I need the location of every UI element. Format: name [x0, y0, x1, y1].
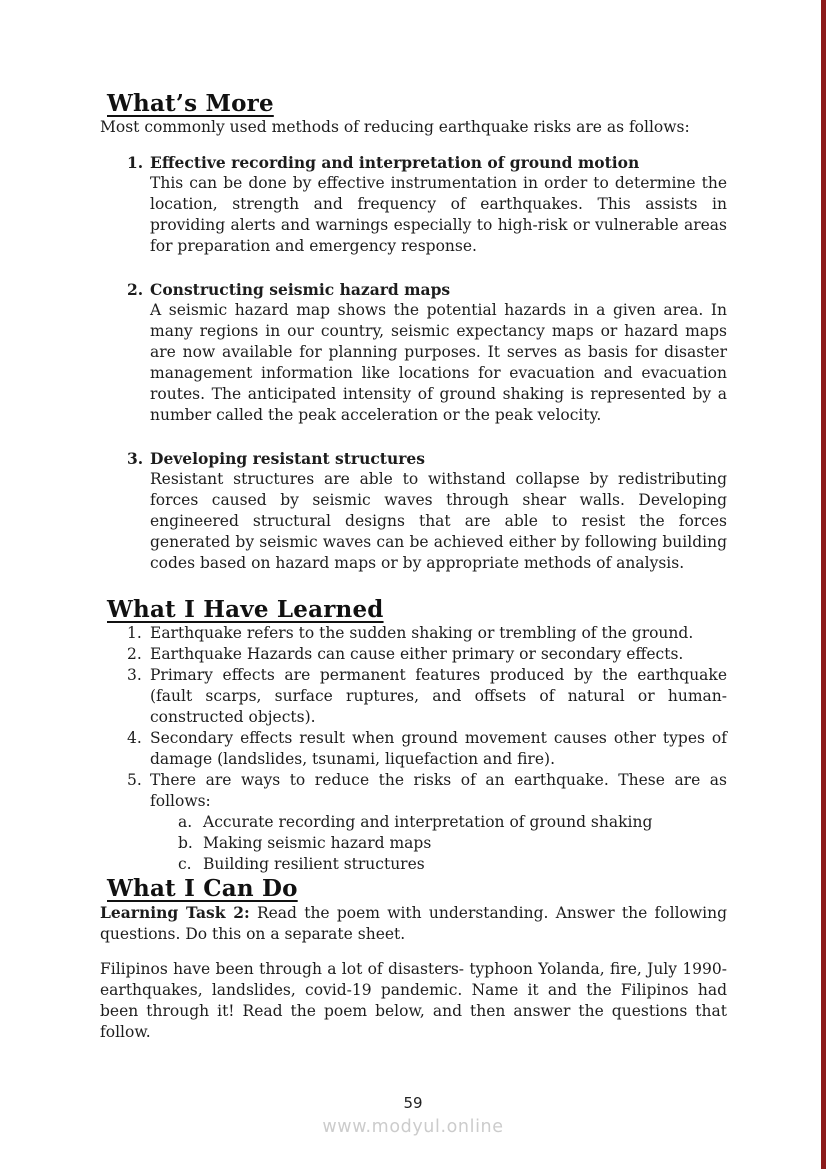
learning-task-paragraph — [100, 902, 727, 945]
list-item — [127, 279, 727, 426]
sub-list-item — [178, 854, 727, 875]
item-content — [150, 152, 727, 257]
intro-paragraph: Most commonly used methods of reducing earthquake risks are as follows: — [100, 118, 690, 136]
sub-item-letter: c. — [178, 855, 192, 873]
section-heading-what-i-can-do: What I Can Do — [107, 875, 298, 902]
learned-list — [127, 623, 727, 875]
list-item — [127, 448, 727, 574]
list-item — [127, 644, 727, 665]
item-content — [150, 770, 727, 875]
item-title: Developing resistant structures — [150, 449, 425, 468]
item-text: Primary effects are permanent features produced by the earthquake (fault scarps, surface ruptures, and offsets of natural or human-constructed objects). — [150, 666, 727, 726]
list-item — [127, 665, 727, 728]
list-item — [127, 728, 727, 770]
item-text: Secondary effects result when ground movement causes other types of damage (landslides, tsunami, liquefaction and fire). — [150, 729, 727, 768]
list-item — [127, 152, 727, 257]
item-title: Effective recording and interpretation of ground motion — [150, 153, 640, 172]
item-number: 2. — [127, 645, 142, 663]
item-number: 3. — [127, 666, 142, 684]
item-number: 1. — [127, 624, 142, 642]
section-what-i-have-learned — [100, 596, 727, 875]
sub-item-text: Making seismic hazard maps — [203, 834, 432, 852]
item-content — [150, 279, 727, 426]
item-number: 1. — [127, 153, 144, 172]
item-text: Earthquake refers to the sudden shaking or trembling of the ground. — [150, 624, 694, 642]
sub-item-letter: a. — [178, 813, 193, 831]
sub-list-item — [178, 812, 727, 833]
item-text: Earthquake Hazards can cause either primary or secondary effects. — [150, 645, 684, 663]
item-body: Resistant structures are able to withstand collapse by redistributing forces caused by seismic waves through shear walls. Developing engineered structural designs that are able to resist the forces generated by seismic waves can be achieved either by following building codes based on hazard maps or by appropriate methods of analysis. — [150, 470, 727, 572]
sub-item-text: Accurate recording and interpretation of ground shaking — [203, 813, 653, 831]
section-heading-what-i-have-learned: What I Have Learned — [107, 596, 384, 623]
page-edge-accent-bar — [821, 0, 826, 1169]
sub-item-text: Building resilient structures — [203, 855, 425, 873]
watermark: www.modyul.online — [322, 1117, 504, 1137]
sub-list-item — [178, 833, 727, 854]
section-whats-more — [100, 90, 727, 574]
poem-intro-paragraph: Filipinos have been through a lot of disasters- typhoon Yolanda, fire, July 1990- earthquakes, landslides, covid-19 pandemic. Name it and the Filipinos had been through it! Read the poem below, and then answer the questions that follow. — [100, 960, 727, 1041]
item-title: Constructing seismic hazard maps — [150, 280, 451, 299]
page-number: 59 — [403, 1094, 423, 1112]
list-item — [127, 770, 727, 875]
list-item — [127, 623, 727, 644]
learning-task-label: Learning Task 2: — [100, 903, 250, 922]
sub-list — [178, 812, 727, 875]
item-text: There are ways to reduce the risks of an earthquake. These are as follows: — [150, 771, 727, 810]
methods-list — [127, 152, 727, 574]
item-number: 2. — [127, 280, 144, 299]
item-body: This can be done by effective instrumentation in order to determine the location, strength and frequency of earthquakes. This assists in providing alerts and warnings especially to high-risk or vulnerable areas for preparation and emergency response. — [150, 174, 727, 255]
item-number: 5. — [127, 771, 142, 789]
item-body: A seismic hazard map shows the potential hazards in a given area. In many regions in our country, seismic expectancy maps or hazard maps are now available for planning purposes. It serves as basis for disaster management information like locations for evacuation and evacuation routes. The anticipated intensity of ground shaking is represented by a number called the peak acceleration or the peak velocity. — [150, 301, 727, 424]
item-number: 4. — [127, 729, 142, 747]
learning-task-text: Read the poem with understanding. Answer the following questions. Do this on a separate sheet. — [100, 904, 727, 943]
section-heading-whats-more: What’s More — [107, 90, 274, 117]
section-what-i-can-do — [100, 875, 727, 1043]
sub-item-letter: b. — [178, 834, 193, 852]
item-content — [150, 448, 727, 574]
item-number: 3. — [127, 449, 144, 468]
